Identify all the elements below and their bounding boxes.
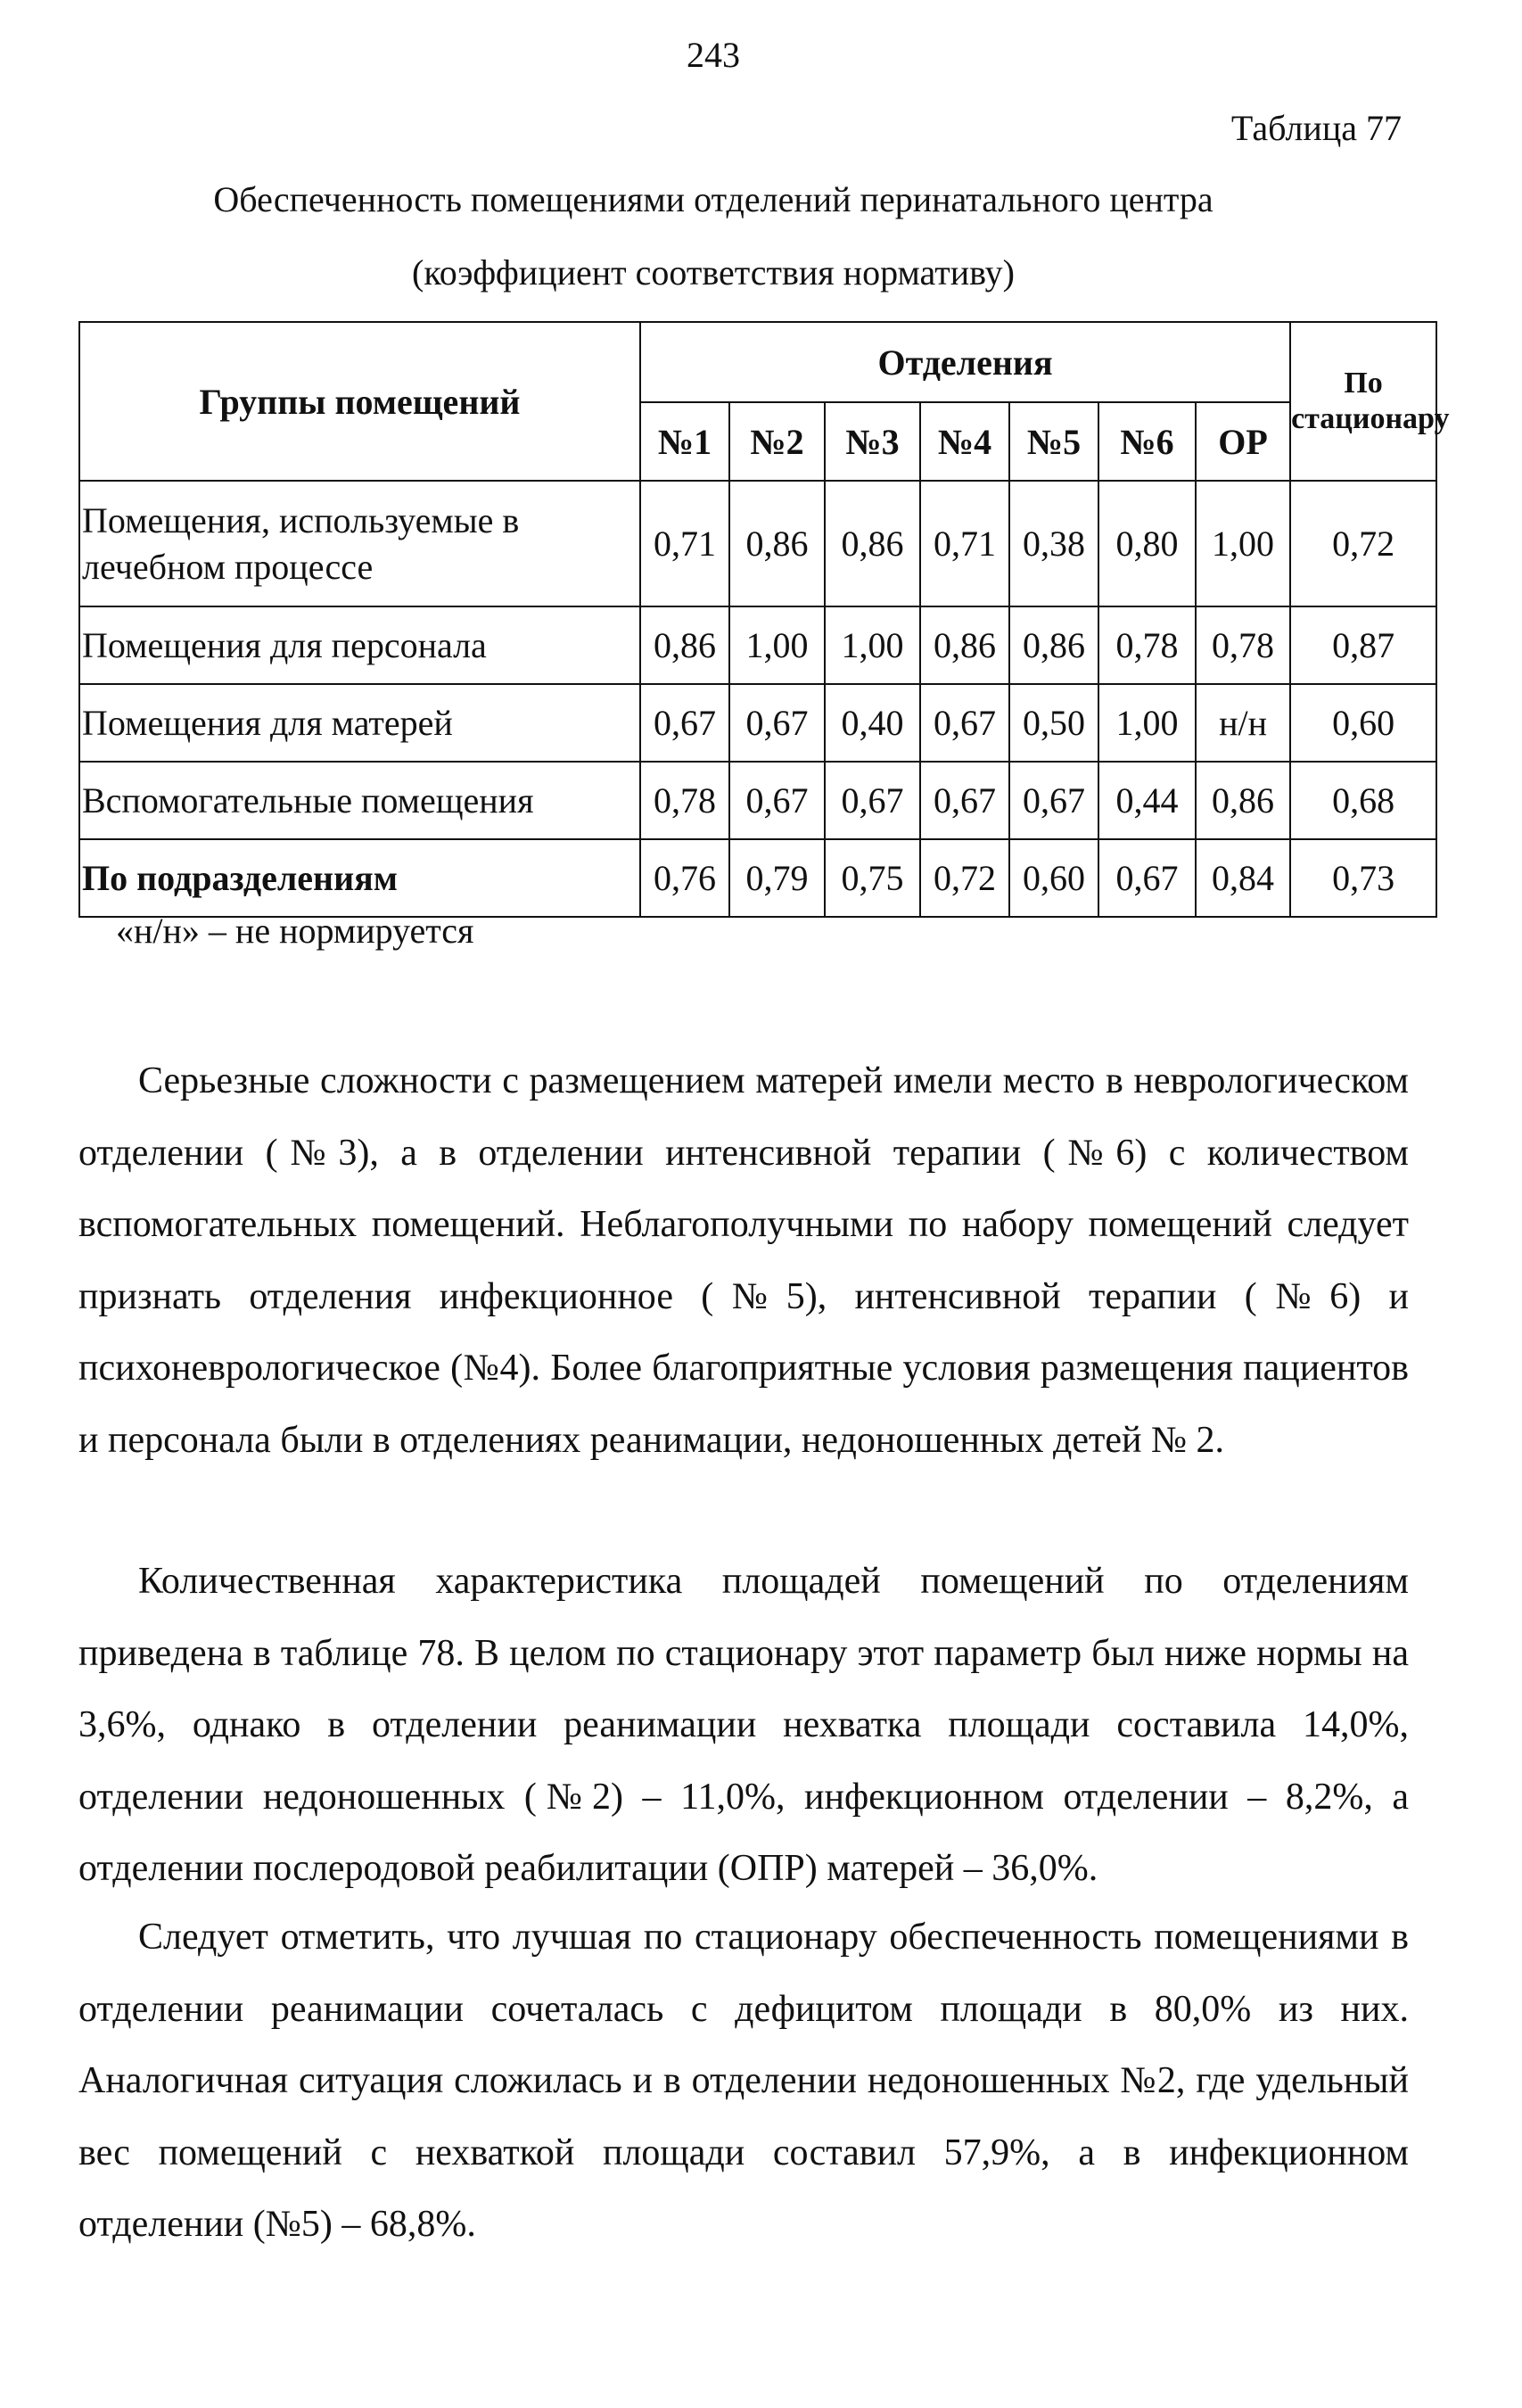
cell-value: 0,67	[825, 762, 920, 839]
cell-value: 0,44	[1098, 762, 1196, 839]
cell-value: 0,78	[640, 762, 729, 839]
header-dept-3: №3	[825, 402, 920, 481]
table-title: Обеспеченность помещениями отделений перинатального центра	[213, 179, 1213, 219]
cell-value: 0,60	[1009, 839, 1098, 917]
cell-value: 0,86	[729, 481, 825, 606]
cell-value: 1,00	[1196, 481, 1290, 606]
cell-value: 1,00	[1098, 684, 1196, 762]
table-label: Таблица 77	[1230, 108, 1402, 148]
row-label: Помещения, используемые в лечебном процессе	[79, 481, 640, 606]
cell-value: 0,67	[1009, 762, 1098, 839]
cell-value: 0,78	[1098, 606, 1196, 684]
cell-value: 0,67	[1098, 839, 1196, 917]
row-label: По подразделениям	[79, 839, 640, 917]
cell-value: 0,79	[729, 839, 825, 917]
body-paragraph-2: Количественная характеристика площадей помещений по отделениям приведена в таблице 78. В целом по стационару этот параметр был ниже нормы на 3,6%, однако в отделении реанимации нехватка площади составила 14,0%, отделении недоношенных (№2) – 11,0%, инфекционном отделении – 8,2%, а отделении послеродовой реабилитации (ОПР) матерей – 36,0%.	[78, 1561, 1409, 1889]
table-row	[79, 684, 1436, 762]
cell-total: 0,60	[1290, 684, 1436, 762]
header-dept-5: №5	[1009, 402, 1098, 481]
cell-value: 0,75	[825, 839, 920, 917]
header-dept-2: №2	[729, 402, 825, 481]
cell-value: 0,86	[1196, 762, 1290, 839]
cell-value: 0,80	[1098, 481, 1196, 606]
row-label: Помещения для персонала	[79, 606, 640, 684]
table-row	[79, 481, 1436, 606]
cell-value: 0,84	[1196, 839, 1290, 917]
cell-value: 0,67	[640, 684, 729, 762]
table-row-summary	[79, 839, 1436, 917]
cell-value: 0,71	[920, 481, 1009, 606]
header-dept-6: №6	[1098, 402, 1196, 481]
header-dept-or: ОР	[1196, 402, 1290, 481]
cell-value: 1,00	[729, 606, 825, 684]
cell-value: 0,67	[920, 762, 1009, 839]
cell-value: 1,00	[825, 606, 920, 684]
cell-value: н/н	[1196, 684, 1290, 762]
cell-value: 0,86	[825, 481, 920, 606]
header-total: По стационару	[1290, 322, 1436, 481]
cell-value: 0,72	[920, 839, 1009, 917]
cell-value: 0,71	[640, 481, 729, 606]
cell-value: 0,78	[1196, 606, 1290, 684]
header-dept-1: №1	[640, 402, 729, 481]
cell-value: 0,38	[1009, 481, 1098, 606]
body-paragraph-1: Серьезные сложности с размещением матерей имели место в неврологическом отделении (№3), а в отделении интенсивной терапии (№6) с количеством вспомогательных помещений. Неблагополучными по набору помещений следует признать отделения инфекционное (№5), интенсивной терапии (№6) и психоневрологическое (№4). Более благоприятные условия размещения пациентов и персонала были в отделениях реанимации, недоношенных детей № 2.	[78, 1060, 1409, 1461]
cell-value: 0,67	[920, 684, 1009, 762]
row-label: Помещения для матерей	[79, 684, 640, 762]
table-footnote: «н/н» – не нормируется	[116, 911, 474, 951]
table-row	[79, 606, 1436, 684]
cell-value: 0,67	[729, 762, 825, 839]
cell-total: 0,68	[1290, 762, 1436, 839]
cell-total: 0,87	[1290, 606, 1436, 684]
page-number: 243	[687, 35, 740, 75]
cell-value: 0,76	[640, 839, 729, 917]
header-dept-4: №4	[920, 402, 1009, 481]
cell-value: 0,67	[729, 684, 825, 762]
cell-value: 0,50	[1009, 684, 1098, 762]
cell-value: 0,86	[1009, 606, 1098, 684]
table-subtitle: (коэффициент соответствия нормативу)	[412, 252, 1015, 293]
header-departments: Отделения	[640, 322, 1290, 402]
cell-value: 0,86	[920, 606, 1009, 684]
header-room-groups: Группы помещений	[79, 322, 640, 481]
cell-total: 0,72	[1290, 481, 1436, 606]
coverage-table	[78, 321, 1450, 918]
body-paragraph-3: Следует отметить, что лучшая по стационару обеспеченность помещениями в отделении реанимации сочеталась с дефицитом площади в 80,0% из них. Аналогичная ситуация сложилась и в отделении недоношенных №2, где удельный вес помещений с нехваткой площади составил 57,9%, а в инфекционном отделении (№5) – 68,8%.	[78, 1917, 1409, 2245]
cell-value: 0,86	[640, 606, 729, 684]
cell-total: 0,73	[1290, 839, 1436, 917]
row-label: Вспомогательные помещения	[79, 762, 640, 839]
cell-value: 0,40	[825, 684, 920, 762]
table-row	[79, 762, 1436, 839]
